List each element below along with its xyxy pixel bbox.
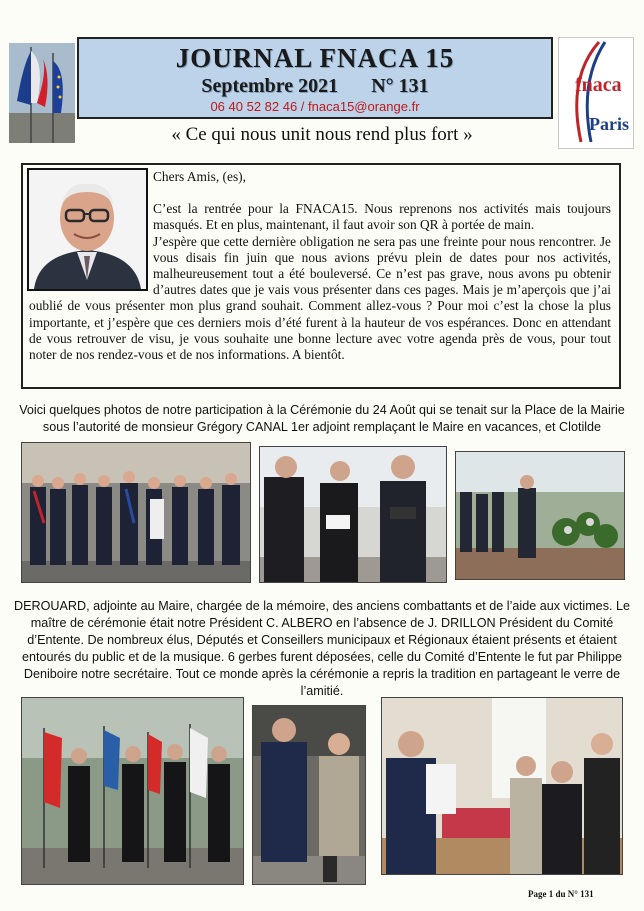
editorial-greeting: Chers Amis, (es), [153,169,246,184]
ceremony-group-photo [21,442,251,583]
photo-caption-details: DEROUARD, adjointe au Maire, chargée de la mémoire, des anciens combattants et de l’aide aux victimes. Le maître de cérémonie était notre Président C. ALBERO en l’absence de J. DRILLON Président du Comité d’Entente. De nombreux élus, Députés et Conseillers municipaux et Régionaux étaient présents et étaient entourés du public et de la musique. 6 gerbes furent déposées, celle du Comité d’Entente le fut par Philippe Deniboire notre secrétaire. Tout ce monde après la cérémonie a repris la tradition en partageant le verre de l’amitié. [14,599,630,698]
wreath-laying-photo [455,451,625,580]
officials-reading-photo [259,446,447,583]
page-footer: Page 1 du N° 131 [528,889,594,899]
contact-line: 06 40 52 82 46 / fnaca15@orange.fr [210,99,420,114]
editorial-paragraph-2: J’espère que cette dernière obligation ne sera pas une freinte pour nous rencontrer. Je vous disais fin juin que nous avions prévu plein de dates pour nos activités, malheureusement tout a été bouleversé. Ce n’est pas grave, nous avons pu obtenir d’autres dates que je vais vous présenter dans ces pages. Mais je m’aperçois que j’ai oublié de vous présenter mon plus grand souhait. Comment allez-vous ? Pour moi c’est la chose la plus importante, et j’espère que ces derniers mois d’été furent à la hauteur de vos espérances. Donc en attendant de vous retrouver de visu, je vous souhaite une bonne lecture avec votre agenda près de vous, pour tout noter de nos rendez-vous et de nos informations. A bientôt. [29,233,611,363]
editorial-text [29,169,611,363]
reception-photo [381,697,623,875]
photo-caption-intro: Voici quelques photos de notre participation à la Cérémonie du 24 Août qui se tenait sur la Place de la Mairie sous l’autorité de monsieur Grégory CANAL 1er adjoint remplaçant le Maire en vacances, et Clotilde [19,403,625,434]
logo-word-paris: Paris [589,114,629,134]
motto: « Ce qui nous unit nous rend plus fort » [171,124,473,145]
issue-number: N° 131 [371,75,429,97]
issue-month: Septembre 2021 [201,75,339,97]
two-men-photo [252,705,366,885]
logo-word-fnaca: fnaca [575,74,622,96]
editorial-paragraph-1: C’est la rentrée pour la FNACA15. Nous reprenons nos activités mais toujours masqués. Et en plus, maintenant, il faut avoir son QR à portée de main. [153,201,611,233]
flag-bearers-photo [21,697,244,885]
issue-line [79,75,551,98]
journal-title-box [77,37,553,119]
journal-title: JOURNAL FNACA 15 [175,43,455,73]
editorial-box [21,163,621,389]
